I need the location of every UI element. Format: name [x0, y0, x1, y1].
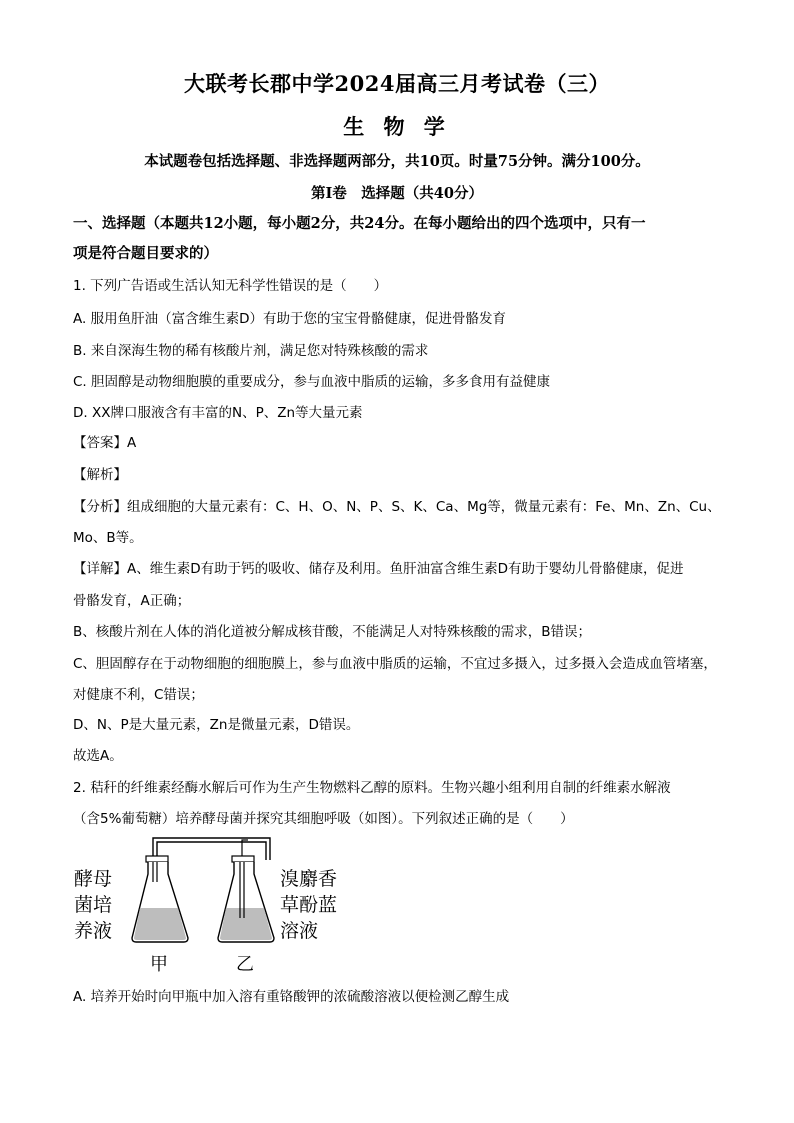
q1-stem: 1. 下列广告语或生活认知无科学性错误的是（ ）: [73, 278, 388, 294]
fenxi-text: 组成细胞的大量元素有：C、H、O、N、P、S、K、Ca、Mg等，微量元素有：Fe、Mn、Zn、Cu、: [127, 499, 721, 515]
flask-a-label: 甲: [150, 954, 168, 975]
left-label-line2: 菌培: [74, 894, 113, 916]
right-label-line3: 溶液: [280, 920, 319, 942]
q1-analysis-tag: 【解析】: [73, 467, 127, 483]
q1-fenxi-line2: Mo、B等。: [73, 530, 143, 546]
q1-c-line2: 对健康不利，C错误；: [73, 687, 204, 703]
answer-tag: 【答案】: [73, 435, 127, 451]
subject-title: 生 物 学: [343, 114, 451, 139]
q2-figure: [70, 830, 370, 980]
flask-b-label: 乙: [236, 954, 254, 975]
q1-fenxi-line1: [73, 495, 733, 515]
q1-option-b: B. 来自深海生物的稀有核酸片剂，满足您对特殊核酸的需求: [73, 343, 429, 359]
exam-title: 大联考长郡中学2024届高三月考试卷（三）: [184, 71, 610, 96]
q1-b-line: B、核酸片剂在人体的消化道被分解成核苷酸，不能满足人对特殊核酸的需求，B错误；: [73, 624, 592, 640]
fenxi-tag: 【分析】: [73, 499, 127, 515]
left-label-line3: 养液: [74, 920, 113, 942]
right-label-line2: 草酚蓝: [280, 894, 338, 916]
q1-d-line: D、N、P是大量元素，Zn是微量元素，D错误。: [73, 717, 360, 733]
q1-conclusion: 故选A。: [73, 748, 123, 764]
xiangjie-tag: 【详解】: [73, 561, 127, 577]
q1-option-c: C. 胆固醇是动物细胞膜的重要成分，参与血液中脂质的运输，多多食用有益健康: [73, 374, 551, 390]
q1-xiangjie-line2: 骨骼发育，A正确；: [73, 593, 191, 609]
flask-a-icon: [132, 856, 188, 942]
answer-value: A: [127, 435, 137, 451]
xiangjie-text: A、维生素D有助于钙的吸收、储存及利用。鱼肝油富含维生素D有助于婴幼儿骨骼健康，促进: [127, 561, 684, 577]
flask-apparatus-diagram: [70, 830, 370, 980]
q2-stem-line2: （含5%葡萄糖）培养酵母菌并探究其细胞呼吸（如图）。下列叙述正确的是（ ）: [73, 811, 574, 827]
q2-stem-line1: 2. 秸秆的纤维素经酶水解后可作为生产生物燃料乙醇的原料。生物兴趣小组利用自制的纤维素水解液: [73, 780, 671, 796]
right-label-line1: 溴麝香: [280, 868, 338, 890]
q1-c-line1: C、胆固醇存在于动物细胞的细胞膜上，参与血液中脂质的运输，不宜过多摄入，过多摄入会造成血管堵塞，: [73, 656, 717, 672]
q1-option-a: A. 服用鱼肝油（富含维生素D）有助于您的宝宝骨骼健康，促进骨骼发育: [73, 311, 506, 327]
q1-xiangjie-line1: [73, 557, 733, 577]
q2-option-a: A. 培养开始时向甲瓶中加入溶有重铬酸钾的浓硫酸溶液以便检测乙醇生成: [73, 989, 510, 1005]
part1-heading-line1: 一、选择题（本题共12小题，每小题2分，共24分。在每小题给出的四个选项中，只有一: [73, 215, 646, 232]
left-label-line1: 酵母: [74, 868, 113, 890]
section-heading: 第Ⅰ卷 选择题（共40分）: [311, 185, 483, 202]
part1-heading-line2: 项是符合题目要求的）: [73, 245, 218, 262]
exam-intro: 本试题卷包括选择题、非选择题两部分，共10页。时量75分钟。满分100分。: [144, 153, 650, 170]
flask-b-icon: [218, 856, 274, 942]
q1-option-d: D. XX牌口服液含有丰富的N、P、Zn等大量元素: [73, 405, 363, 421]
q1-answer: [73, 431, 733, 451]
